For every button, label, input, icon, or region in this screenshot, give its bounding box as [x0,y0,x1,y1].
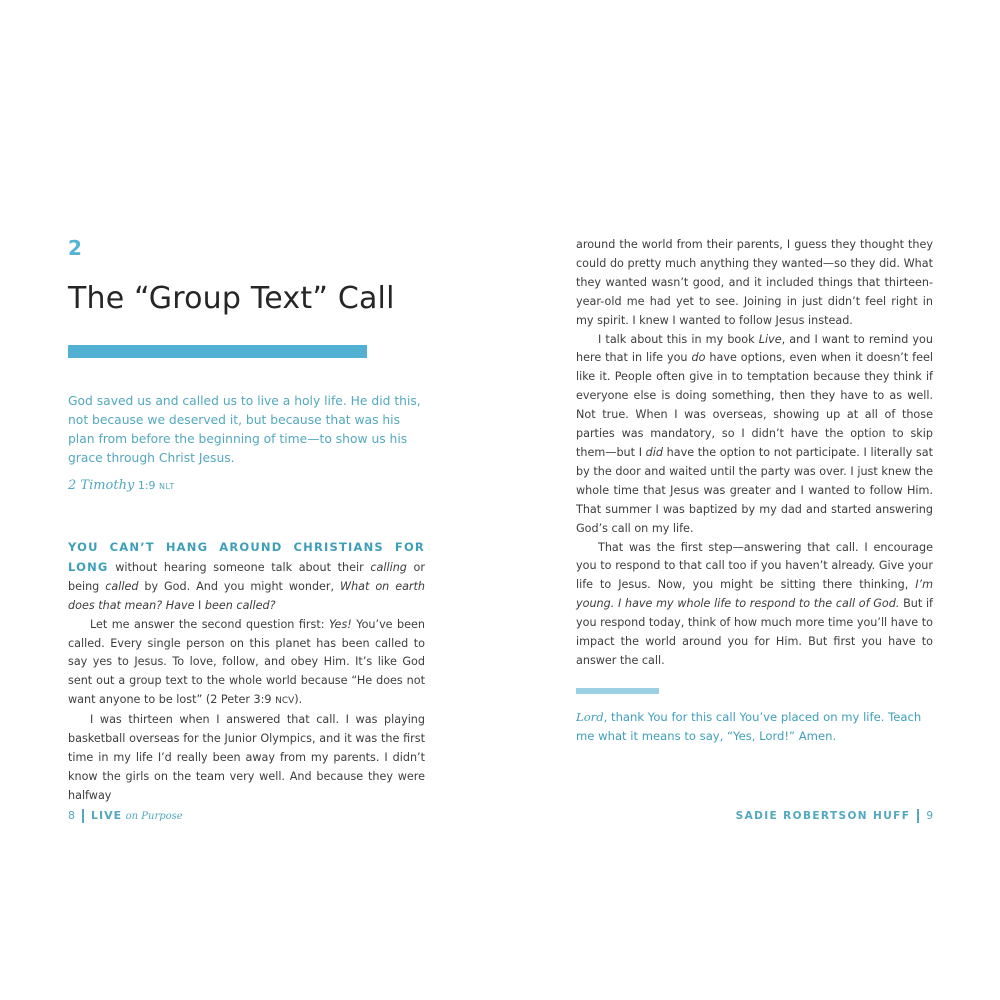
verse-ref-version: NLT [159,482,175,491]
text-run: Let me answer the second question first: [90,617,329,631]
text-run: do [691,351,706,365]
text-run: did [645,445,663,459]
chapter-title: The “Group Text” Call [68,281,395,316]
text-run: Yes! [328,617,352,631]
text-run: have the option to not participate. I literally sat by the door and waited until the party was over. I just knew the whole time that Jesus was greater and I wanted to follow Him. That summer I was baptized by my dad and started answering God’s call on my life. [576,445,933,535]
verse-ref-book: 2 Timothy [68,478,135,493]
prayer-accent-bar [576,688,659,694]
prayer-rest: , thank You for this call You’ve placed on my life. Teach me what it means to say, “Yes, Lord!” Amen. [576,710,922,743]
title-accent-bar [68,345,367,358]
text-run: , and I want to remind you here that in life you [576,332,933,365]
paragraph: I was thirteen when I answered that call. I was playing basketball overseas for the Junior Olympics, and it was the first time in my life I’d really been away from my parents. I didn’t know the girls on the team very well. And because they were halfway [68,713,425,802]
footer-divider [82,809,84,823]
prayer-lord: Lord [576,710,604,724]
text-run: I talk about this in my book [598,332,759,346]
left-footer [68,809,183,823]
verse-ref-number: 1:9 [134,479,160,492]
right-page [576,0,933,1000]
text-run: I [194,598,205,612]
text-run: calling [370,560,407,574]
epigraph-verse: God saved us and called us to live a holy life. He did this, not because we deserved it, but because that was his plan from before the beginning of time—to show us his grace through Christ Jesus. [68,394,421,465]
text-run: That was the first step—answering that call. I encourage you to respond to that call too if you haven’t already. Give your life to Jesus. Now, you might be sitting there thinking, [576,540,933,592]
author-name: SADIE ROBERTSON HUFF [735,810,911,822]
paragraph [68,538,425,616]
text-run: have options, even when it doesn’t feel like it. People often give in to temptation because they think if everyone else is doing something, then they have to as well. Not true. When I was overseas, showing up at all of those parties was mandatory, so I didn’t have the option to skip them—but I [576,351,933,459]
text-run: You’ve been called. Every single person on this planet has been called to say yes to Jesus. To love, follow, and obey Him. It’s like God sent out a group text to the whole world because “He does not want anyone to be lost” (2 Peter 3:9 [68,617,425,707]
text-run: ). [294,693,303,707]
page-number-right: 9 [926,810,933,822]
footer-divider [917,809,919,823]
text-run: I’m young. I have my whole life to respond to the call of God. [576,578,933,611]
paragraph: around the world from their parents, I guess they thought they could do pretty much anything they wanted—so they did. What they wanted wasn’t good, and it included things that thirteen-year-old me had yet to see. Joining in just didn’t feel right in my spirit. I knew I wanted to follow Jesus instead. [576,238,933,327]
right-footer [736,809,933,823]
chapter-number: 2 [68,236,82,260]
text-run: been called? [204,598,276,612]
text-run: Live [758,332,782,346]
paragraph [576,539,933,671]
left-body-text [68,538,425,806]
paragraph [576,331,933,539]
text-run: called [105,579,139,593]
verse-reference [68,478,175,493]
text-run: by God. And you might wonder, [138,579,341,593]
text-run: or being [68,560,425,593]
lead-in-text: YOU CAN’T HANG AROUND CHRISTIANS FOR LONG [68,540,425,574]
text-run: But if you respond today, think of how much more time you’ll have to impact the world around you for Him. But first you have to answer the call. [576,597,934,667]
book-title-live: LIVE [91,809,123,822]
prayer-text [576,708,933,746]
text-run: What on earth does that mean? Have [68,579,426,612]
page-number-left: 8 [68,809,75,822]
paragraph [68,616,425,712]
text-run: NCV [275,696,295,707]
book-title-subtitle: on Purpose [125,811,183,822]
right-body-text [576,236,933,671]
left-page [68,0,425,1000]
text-run: without hearing someone talk about their [108,560,371,574]
